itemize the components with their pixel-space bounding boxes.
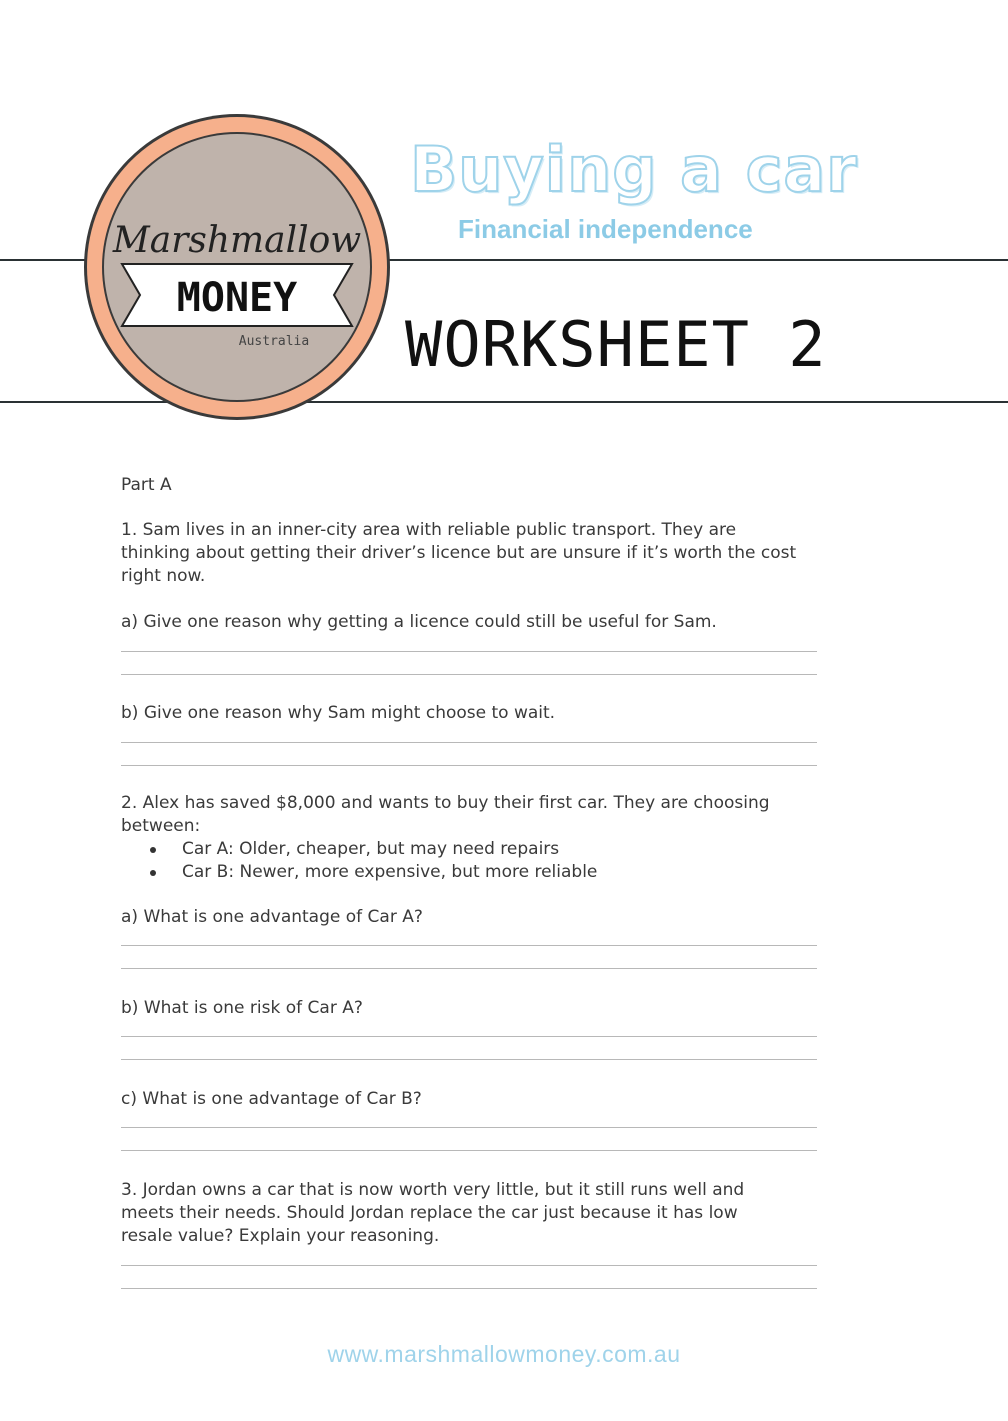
bullet-icon <box>150 847 156 853</box>
logo-text-money: MONEY <box>176 275 298 321</box>
logo-text-australia: Australia <box>238 334 310 349</box>
question-2-line-1: 2. Alex has saved $8,000 and wants to buy their first car. They are choosing <box>121 793 770 813</box>
logo-text-marshmallow: Marshmallow <box>112 220 362 261</box>
question-2b: b) What is one risk of Car A? <box>121 998 363 1018</box>
question-3-line-2: meets their needs. Should Jordan replace the car just because it has low <box>121 1203 738 1223</box>
page-subtitle: Financial independence <box>458 214 753 244</box>
answer-line[interactable] <box>121 1036 817 1037</box>
question-2a: a) What is one advantage of Car A? <box>121 907 423 927</box>
answer-line[interactable] <box>121 968 817 969</box>
bullet-item-car-a: Car A: Older, cheaper, but may need repairs <box>182 839 560 859</box>
bullet-icon <box>150 870 156 876</box>
answer-line[interactable] <box>121 1150 817 1151</box>
worksheet-heading: WORKSHEET 2 <box>405 308 827 381</box>
answer-line[interactable] <box>121 1265 817 1266</box>
answer-line[interactable] <box>121 674 817 675</box>
answer-line[interactable] <box>121 1288 817 1289</box>
answer-line[interactable] <box>121 1127 817 1128</box>
footer-website-link[interactable]: www.marshmallowmoney.com.au <box>327 1341 681 1367</box>
part-heading: Part A <box>121 475 172 495</box>
question-3-line-1: 3. Jordan owns a car that is now worth very little, but it still runs well and <box>121 1180 745 1200</box>
question-1-line-2: thinking about getting their driver’s licence but are unsure if it’s worth the cost <box>121 543 797 563</box>
bullet-item-car-b: Car B: Newer, more expensive, but more reliable <box>182 862 598 882</box>
question-1-line-1: 1. Sam lives in an inner-city area with reliable public transport. They are <box>121 520 737 540</box>
page-title: Buying a car <box>410 133 858 206</box>
question-1-line-3: right now. <box>121 566 206 586</box>
answer-line[interactable] <box>121 765 817 766</box>
answer-line[interactable] <box>121 742 817 743</box>
answer-line[interactable] <box>121 651 817 652</box>
marshmallow-money-logo <box>82 112 392 422</box>
question-1a: a) Give one reason why getting a licence could still be useful for Sam. <box>121 612 717 632</box>
question-1b: b) Give one reason why Sam might choose to wait. <box>121 703 556 723</box>
question-2c: c) What is one advantage of Car B? <box>121 1089 422 1109</box>
question-2-line-2: between: <box>121 816 201 836</box>
answer-line[interactable] <box>121 945 817 946</box>
question-3-line-3: resale value? Explain your reasoning. <box>121 1226 440 1246</box>
answer-line[interactable] <box>121 1059 817 1060</box>
